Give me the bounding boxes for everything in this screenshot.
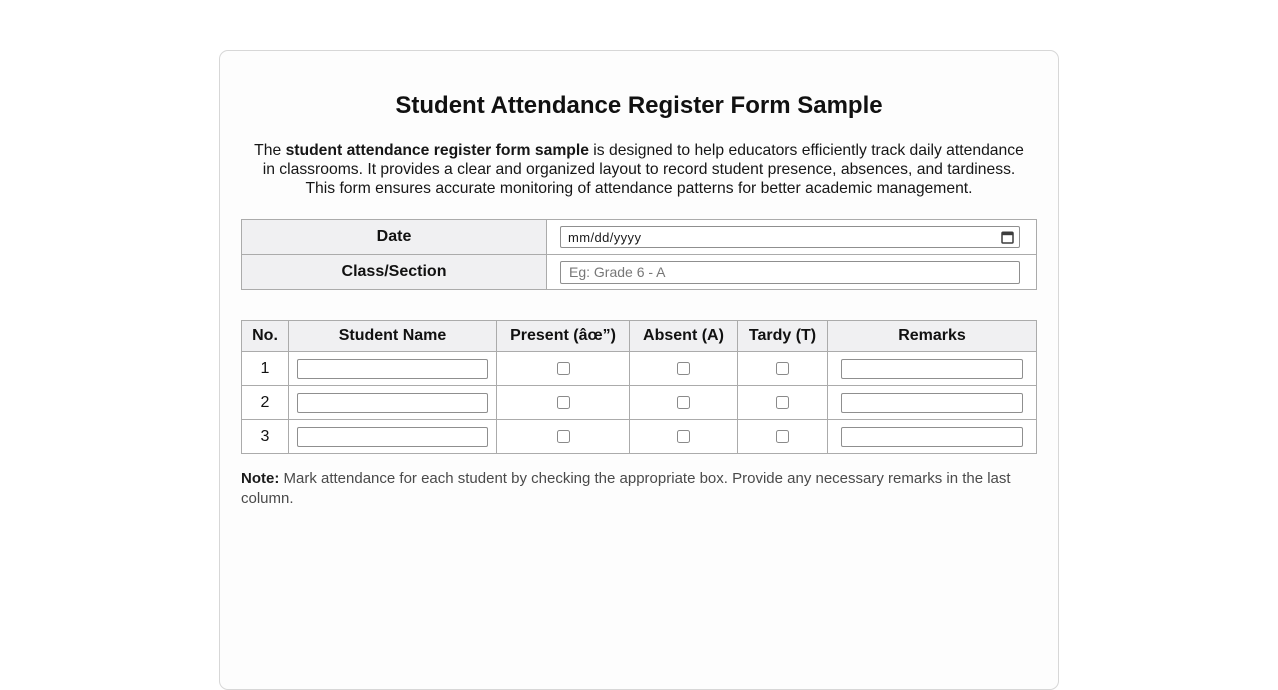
student-name-cell <box>289 352 497 386</box>
row-number: 2 <box>242 386 289 420</box>
absent-cell <box>630 352 738 386</box>
note-label: Note: <box>241 470 280 488</box>
present-checkbox[interactable] <box>557 396 570 409</box>
tardy-cell <box>738 420 828 454</box>
intro-paragraph <box>247 141 1031 198</box>
remarks-input[interactable] <box>841 393 1023 413</box>
date-label: Date <box>242 220 547 255</box>
tardy-checkbox[interactable] <box>776 362 789 375</box>
remarks-input[interactable] <box>841 427 1023 447</box>
class-section-label: Class/Section <box>242 255 547 290</box>
attendance-table <box>241 320 1037 454</box>
present-cell <box>497 420 630 454</box>
tardy-cell <box>738 386 828 420</box>
student-name-input[interactable] <box>297 393 488 413</box>
intro-prefix: The <box>254 142 286 160</box>
student-name-cell <box>289 420 497 454</box>
remarks-cell <box>828 386 1037 420</box>
date-cell <box>547 220 1037 255</box>
header-tardy: Tardy (T) <box>738 321 828 352</box>
present-cell <box>497 386 630 420</box>
tardy-cell <box>738 352 828 386</box>
note-body: Mark attendance for each student by checking the appropriate box. Provide any necessary remarks in the last column. <box>241 470 1011 507</box>
present-cell <box>497 352 630 386</box>
date-input[interactable] <box>560 226 1020 248</box>
tardy-checkbox[interactable] <box>776 430 789 443</box>
table-row <box>242 386 1037 420</box>
intro-rest: is designed to help educators efficiently track daily attendance in classrooms. It provides a clear and organized layout to record student presence, absences, and tardiness. This form ensures accurate monitoring of attendance patterns for better academic management. <box>262 142 1024 198</box>
class-section-row <box>242 255 1037 290</box>
info-table <box>241 219 1037 290</box>
student-name-input[interactable] <box>297 359 488 379</box>
page-title: Student Attendance Register Form Sample <box>395 92 883 119</box>
header-present: Present (âœ”) <box>497 321 630 352</box>
student-name-input[interactable] <box>297 427 488 447</box>
class-section-cell <box>547 255 1037 290</box>
absent-checkbox[interactable] <box>677 430 690 443</box>
present-checkbox[interactable] <box>557 362 570 375</box>
calendar-icon[interactable] <box>1001 230 1014 244</box>
remarks-cell <box>828 420 1037 454</box>
date-placeholder-text: mm/dd/yyyy <box>568 229 642 245</box>
attendance-header-row <box>242 321 1037 352</box>
header-remarks: Remarks <box>828 321 1037 352</box>
student-name-cell <box>289 386 497 420</box>
table-row <box>242 420 1037 454</box>
present-checkbox[interactable] <box>557 430 570 443</box>
remarks-cell <box>828 352 1037 386</box>
form-card <box>219 50 1059 690</box>
row-number: 1 <box>242 352 289 386</box>
header-no: No. <box>242 321 289 352</box>
table-row <box>242 352 1037 386</box>
date-row <box>242 220 1037 255</box>
header-absent: Absent (A) <box>630 321 738 352</box>
absent-checkbox[interactable] <box>677 362 690 375</box>
absent-checkbox[interactable] <box>677 396 690 409</box>
remarks-input[interactable] <box>841 359 1023 379</box>
absent-cell <box>630 386 738 420</box>
tardy-checkbox[interactable] <box>776 396 789 409</box>
header-student-name: Student Name <box>289 321 497 352</box>
class-section-input[interactable] <box>560 261 1020 284</box>
intro-bold: student attendance register form sample <box>285 142 589 160</box>
note-text <box>241 469 1037 508</box>
row-number: 3 <box>242 420 289 454</box>
absent-cell <box>630 420 738 454</box>
